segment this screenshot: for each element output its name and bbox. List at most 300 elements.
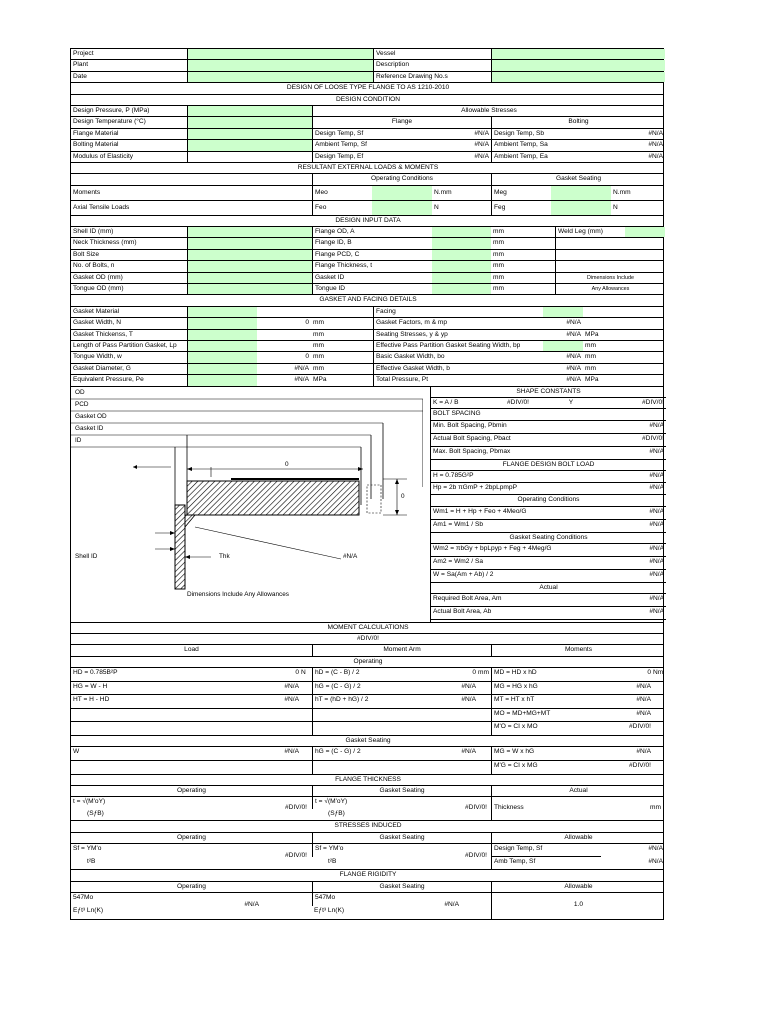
shape-constants-panel [430,387,665,623]
moment-arm-unit [476,695,491,708]
moment-value: #N/A [636,696,651,704]
moments-heading [71,623,663,634]
gasket-left-label: Gasket Width, N [73,319,122,327]
moment-label: MO = MD+MG+MT [491,709,601,722]
gasket-left-value [257,341,311,351]
gasket-row [71,307,663,318]
moment-load-unit [299,722,312,735]
moment-arm-label: hT = (hD + hG) / 2 [312,695,432,708]
gasket-left-unit: mm [313,330,324,338]
gasket-right-label: Seating Stresses, y & yp [373,330,543,340]
thickness-op-value: #DIV/0! [285,804,307,812]
diagram-label-gasket-id: Gasket ID [75,424,104,432]
flange-cross-section [71,387,423,623]
shape-row [431,520,666,533]
external-loads-heading: RESULTANT EXTERNAL LOADS & MOMENTS [71,163,663,174]
moment-load-value: #N/A [284,682,299,690]
gasket-left-unit: mm [313,319,324,327]
shell-wall-shape [175,505,185,589]
meg-input[interactable] [551,186,611,200]
moments-row: Moments Meo N.mm Meg N.mm [71,186,663,201]
diagram-label-thk: Thk [219,552,230,560]
flange-material-row: Flange Material Design Temp, Sf #N/A Design Temp, Sb #N/A [71,129,663,140]
gasket-left-value [257,330,311,340]
rigidity-cols [71,882,663,893]
gasket-row [71,352,663,363]
shape-label: Hp = 2b πGmP + 2bpLpmpP [433,484,517,492]
diagram-na: #N/A [343,552,358,560]
gasket-right-unit: MPa [585,376,599,384]
moment-arm-label [312,722,432,735]
moment-arm-unit [476,682,491,695]
moment-arm-unit [476,709,491,722]
moment-load-value [251,709,301,722]
stress-gs-value: #DIV/0! [465,852,487,860]
gasket-right-value: #N/A [566,330,581,338]
moment-load-label: HD = 0.785B²P [73,669,118,677]
gasket-right-label: Total Pressure, Pt [373,375,543,385]
shape-value: #N/A [649,507,664,515]
gasket-left-value: #N/A [294,364,309,372]
weld-fillet-shape [185,515,195,527]
ref-drawing-label: Reference Drawing No.s [373,72,491,82]
shape-row [431,434,666,447]
shape-row [431,483,666,495]
moment-arm-unit [476,722,491,735]
gasket-left-input[interactable] [187,364,257,374]
shape-value: #N/A [649,607,664,615]
bolting-material-input[interactable] [187,140,312,150]
moments-operating [71,657,663,668]
gasket-left-input[interactable] [187,307,257,317]
moment-arm-value: #N/A [461,748,476,756]
date-input[interactable] [187,72,373,82]
stress-op-value: #DIV/0! [285,852,307,860]
gasket-left-label: Length of Pass Partition Gasket, Lp [73,341,177,349]
moment-label: MD = HD x hD [491,668,601,681]
gasket-row [71,341,663,352]
stress-allow-0: Design Temp, Sf [491,844,601,857]
moment-load-value: #N/A [284,748,299,756]
moment-load-label [71,761,251,774]
gasket-right-value [543,341,583,351]
gasket-right-unit: mm [585,341,596,349]
moment-value: #N/A [636,682,651,690]
moment-row [71,722,663,736]
thickness-cols-gs: Gasket Seating [312,786,491,796]
rigidity-cols-al: Allowable [491,882,665,892]
diagram-label-pcd: PCD [75,400,89,408]
design-condition-heading: DESIGN CONDITION [71,95,663,106]
rigidity-heading-text: FLANGE RIGIDITY [339,871,397,879]
moment-arm-value: #N/A [461,696,476,704]
design-pressure-input[interactable] [187,106,312,116]
moments-div [71,634,663,645]
description-input[interactable] [491,60,665,70]
moment-arm-label: hG = (C - G) / 2 [312,682,432,695]
moment-calculations [71,623,663,775]
moment-load-value [251,761,301,774]
k-value: #DIV/0! [507,398,529,406]
gasket-left-unit: MPa [313,376,327,384]
gasket-right-label: Facing [373,307,543,317]
gasket-left-input[interactable] [187,341,257,351]
gasket-right-unit: mm [585,364,596,372]
thickness-cols [71,786,663,797]
moments-operating-text: Operating [353,657,383,665]
moment-arm-value [432,722,478,735]
moments-gasket-seating-text: Gasket Seating [345,737,391,745]
diagram-label-shell-id: Shell ID [75,552,98,560]
moment-load-value [251,722,301,735]
moment-value: 0 [647,669,651,677]
moment-arm-value [432,761,478,774]
moment-value: #N/A [636,709,651,717]
stresses-cols [71,833,663,844]
gasket-row [71,375,663,386]
col-load: Load [184,646,199,654]
shape-row [431,460,666,471]
rigidity-allow-value: 1.0 [491,893,665,919]
rigidity-cols-gs: Gasket Seating [312,882,491,892]
date-label: Date [73,72,87,80]
diagram-block [71,387,663,623]
stresses-cols-al: Allowable [491,833,665,843]
shape-row [431,594,666,607]
header-row-date [71,72,663,83]
design-temperature-row: Design Temperature (°C) Flange Bolting [71,117,663,128]
design-input-heading: DESIGN INPUT DATA [71,216,663,227]
project-label: Project [73,50,94,57]
moment-arm-unit [476,747,491,760]
moment-load-unit [299,761,312,774]
stresses-cols-op: Operating [177,833,206,841]
shape-value: #N/A [649,472,664,480]
design-pressure-row: Design Pressure, P (MPa) Allowable Stresses [71,106,663,117]
diagram-zero-top: 0 [285,460,289,468]
diagram-label-gasket-od: Gasket OD [75,412,107,420]
input-row-1: Neck Thickness (mm) Flange ID, B mm [71,238,663,249]
shape-label: Max. Bolt Spacing, Pbmax [433,447,511,455]
gasket-row [71,318,663,329]
moment-arm-unit: mm [478,669,489,677]
moment-arm-label: hG = (C - G) / 2 [312,747,432,760]
moment-arm-unit [476,761,491,774]
gasket-rows [71,307,663,387]
moments-heading-text: MOMENT CALCULATIONS [327,623,409,631]
shape-value: #N/A [649,544,664,552]
moment-load-label [71,709,251,722]
shape-row [431,387,666,398]
gasket-right-value [543,307,583,317]
shape-row [431,447,666,460]
shape-heading: Gasket Seating Conditions [509,533,588,541]
input-row-5: Tongue OD (mm) Tongue ID mm Any Allowances [71,284,663,295]
shape-label: Required Bolt Area, Am [433,595,502,603]
moment-unit [651,695,665,708]
axial-loads-row: Axial Tensile Loads Feo N Feg N [71,201,663,216]
gasket-left-unit: mm [313,353,324,361]
stress-denom-op: t²B [87,858,96,866]
gasket-left-label: Gasket Diameter, G [73,364,131,372]
shape-row [431,607,666,620]
gasket-left-value [257,307,311,317]
shape-value: #N/A [649,595,664,603]
moment-unit [651,722,665,735]
shape-label: Wm1 = H + Hp + Feo + 4Meo/G [433,507,527,515]
y-value: #DIV/0! [642,398,664,406]
thickness-cols-op: Operating [177,787,206,795]
shape-label: Am2 = Wm2 / Sa [433,557,484,565]
project-input[interactable] [187,49,373,59]
gasket-right-label: Effective Gasket Width, b [373,364,543,374]
shape-row [431,421,666,434]
shape-row [431,544,666,557]
moment-value: #DIV/0! [629,762,651,770]
input-row-3: No. of Bolts, n Flange Thickness, t mm [71,261,663,272]
gasket-left-input[interactable] [187,352,257,362]
stress-formula-gs: Sf = YM'o [312,844,392,857]
plant-label: Plant [73,61,89,69]
shape-row [431,557,666,570]
shape-label: Am1 = Wm1 / Sb [433,520,484,528]
moment-row [71,709,663,723]
input-row-4: Gasket OD (mm) Gasket ID mm Dimensions Include [71,273,663,284]
stress-allow-1: Amb Temp, Sf [491,857,601,870]
gasket-right-label: Effective Pass Partition Gasket Seating Width, bp [373,341,543,351]
gasket-row [71,364,663,375]
moment-unit: Nm [653,669,664,677]
gasket-left-label: Gasket Material [73,307,120,315]
moment-arm-label: hD = (C - B) / 2 [312,668,432,681]
thickness-formula-op: t = √(M'oY) [73,798,106,806]
stress-allow-val-0: #N/A [648,845,663,853]
header-row-project [71,49,663,60]
moment-row [71,695,663,709]
moment-load-value: #N/A [284,696,299,704]
rigidity-row [71,893,663,919]
shape-row [431,409,666,420]
moment-unit [651,747,665,760]
thickness-cols-al: Actual [491,786,665,796]
moment-value: #N/A [636,748,651,756]
y-label: Y [568,398,574,406]
input-row-2: Bolt Size Flange PCD, C mm [71,250,663,261]
gasket-right-value: #N/A [566,376,581,384]
thickness-denom-gs: (SƒB) [328,810,345,818]
moment-label: MT = HT x hT [491,695,601,708]
thickness-gs-value: #DIV/0! [465,804,487,812]
shape-label: K = A / B [433,398,459,406]
flange-material-input[interactable] [187,129,312,139]
stress-denom-gs: t²B [328,858,337,866]
shape-row [431,570,666,583]
rigidity-gs-value: #N/A [444,901,459,908]
moment-value: #DIV/0! [629,723,651,731]
shape-heading: Actual [539,583,558,591]
stress-formula-op: Sf = YM'o [73,845,102,853]
shape-row [431,583,666,594]
stresses-row [71,844,663,870]
thickness-label: Thickness [491,797,591,820]
col-moments: Moments [491,645,665,655]
shape-row [431,471,666,483]
gasket-left-label: Equivalent Pressure, Pe [73,376,144,384]
flange-diagram [71,387,423,623]
gasket-left-label: Gasket Thickenss, T [73,330,133,338]
thickness-stress-rigidity [71,775,663,919]
shape-row [431,398,666,409]
external-loads-subheader: Operating Conditions Gasket Seating [71,174,663,185]
input-row-0: Shell ID (mm) Flange OD, A mm Weld Leg (mm) [71,227,663,238]
moment-row [71,747,663,761]
rigidity-formula-op: 547Mo [73,894,94,901]
gasket-right-value: #N/A [566,353,581,361]
vessel-label: Vessel [373,49,491,59]
gasket-left-unit [311,307,371,317]
thickness-formula-gs: t = √(M'oY) [312,797,392,809]
gasket-right-label: Gasket Factors, m & mp [373,318,543,328]
meo-input[interactable] [372,186,432,200]
moment-load-label: HG = W - H [73,682,108,690]
ref-drawing-input[interactable] [491,72,665,82]
thickness-row [71,797,663,821]
gasket-left-value: 0 [305,353,309,361]
gasket-right-unit [583,318,665,328]
modulus-row: Modulus of Elasticity Design Temp, Ef #N/A Ambient Temp, Ea #N/A [71,152,663,163]
moment-load-unit [299,682,312,695]
moment-load-unit: N [301,669,306,677]
shape-value: #N/A [649,421,664,429]
moment-arm-label [312,709,432,722]
shape-row [431,533,666,544]
shape-value: #N/A [649,557,664,565]
gasket-left-label: Tongue Width, w [73,353,122,361]
feo-input[interactable] [372,201,432,215]
moment-arm-value: #N/A [461,682,476,690]
moment-row [71,682,663,696]
shape-heading: FLANGE DESIGN BOLT LOAD [502,460,595,468]
rigidity-formula-gs: 547Mo [312,893,392,906]
moment-unit [651,761,665,774]
flange-design-sheet [70,48,664,920]
stress-allow-val-1: #N/A [648,858,663,866]
moment-load-unit [299,747,312,760]
shape-value: #N/A [649,570,664,578]
diagram-note: Dimensions Include Any Allowances [187,590,289,598]
stresses-cols-gs: Gasket Seating [312,833,491,843]
gasket-left-input[interactable] [187,375,257,385]
moment-load-label [71,722,251,735]
thickness-heading [71,775,663,786]
moment-label: MG = HG x hG [491,682,601,695]
rigidity-cols-op: Operating [177,882,206,890]
shape-heading: Operating Conditions [517,496,580,504]
shape-label: Actual Bolt Area, Ab [433,607,492,615]
thickness-denom-op: (SƒB) [87,810,104,818]
shape-value: #N/A [649,447,664,455]
shape-label: W = Sa(Am + Ab) / 2 [433,570,494,578]
diagram-label-id: ID [75,436,82,444]
gasket-right-value: #N/A [566,319,581,327]
thickness-heading-text: FLANGE THICKNESS [335,775,401,783]
moment-load-value: 0 [295,669,299,677]
moment-unit [651,709,665,722]
vessel-input[interactable] [491,49,665,59]
moments-div-text: #DIV/0! [357,634,379,642]
thickness-unit: mm [650,804,661,812]
shape-row [431,507,666,520]
gasket-left-unit: mm [313,341,324,349]
shape-value: #N/A [649,484,664,492]
gasket-right-unit: mm [585,353,596,361]
feg-input[interactable] [551,201,611,215]
sheet-title: DESIGN OF LOOSE TYPE FLANGE TO AS 1210-2010 [71,83,663,94]
shape-heading: SHAPE CONSTANTS [516,387,581,395]
moment-label: M'G = CI x MG [491,761,601,774]
shape-label: Wm2 = πbGy + bpLpyp + Feg + 4Meg/G [433,544,552,552]
col-arm: Moment Arm [312,645,491,655]
shape-label: Actual Bolt Spacing, Pbact [433,434,511,442]
stresses-heading [71,821,663,832]
shape-value: #N/A [649,520,664,528]
bolting-material-row: Bolting Material Ambient Temp, Sf #N/A Ambient Temp, Sa #N/A [71,140,663,151]
moment-row [71,761,663,775]
moment-load-unit [299,709,312,722]
diagram-zero-right: 0 [401,492,405,500]
design-temperature-input[interactable] [187,117,312,127]
shape-label: Min. Bolt Spacing, Pbmin [433,421,507,429]
moments-gasket-seating [71,736,663,747]
moment-label: MG = W x hG [491,747,601,760]
description-label: Description [373,60,491,70]
flange-ring-shape [187,481,359,515]
header-row-plant [71,60,663,71]
shape-label: H = 0.785G²P [433,472,474,480]
moments-columns [71,645,663,656]
rigidity-heading [71,870,663,881]
diagram-label-od: OD [75,388,85,396]
gasket-right-unit [583,307,665,317]
gasket-right-label: Basic Gasket Width, bo [373,352,543,362]
gasket-left-input[interactable] [187,330,257,340]
stresses-heading-text: STRESSES INDUCED [334,822,402,830]
gasket-left-input[interactable] [187,318,257,328]
gasket-left-value: 0 [305,319,309,327]
moment-arm-label [312,761,432,774]
gasket-right-value: #N/A [566,364,581,372]
moment-load-unit [299,695,312,708]
gasket-row [71,330,663,341]
moment-label: M'O = CI x MO [491,722,601,735]
shape-label: BOLT SPACING [433,410,481,418]
shape-value: #DIV/0! [642,434,664,442]
gasket-left-value: #N/A [294,376,309,384]
moment-load-label: W [73,748,80,756]
moment-arm-value: 0 [472,669,476,677]
moment-unit [651,682,665,695]
rigidity-denom-gs: Eƒt³ Ln(K) [314,907,345,914]
shape-row [431,495,666,506]
rigidity-denom-op: Eƒt³ Ln(K) [73,907,104,914]
rigidity-op-value: #N/A [244,901,259,908]
moment-arm-value [432,709,478,722]
plant-input[interactable] [187,60,373,70]
gasket-left-unit: mm [313,364,324,372]
moment-load-label: HT = H - HD [73,696,110,704]
gasket-right-unit: MPa [585,330,599,338]
gasket-heading: GASKET AND FACING DETAILS [71,295,663,306]
